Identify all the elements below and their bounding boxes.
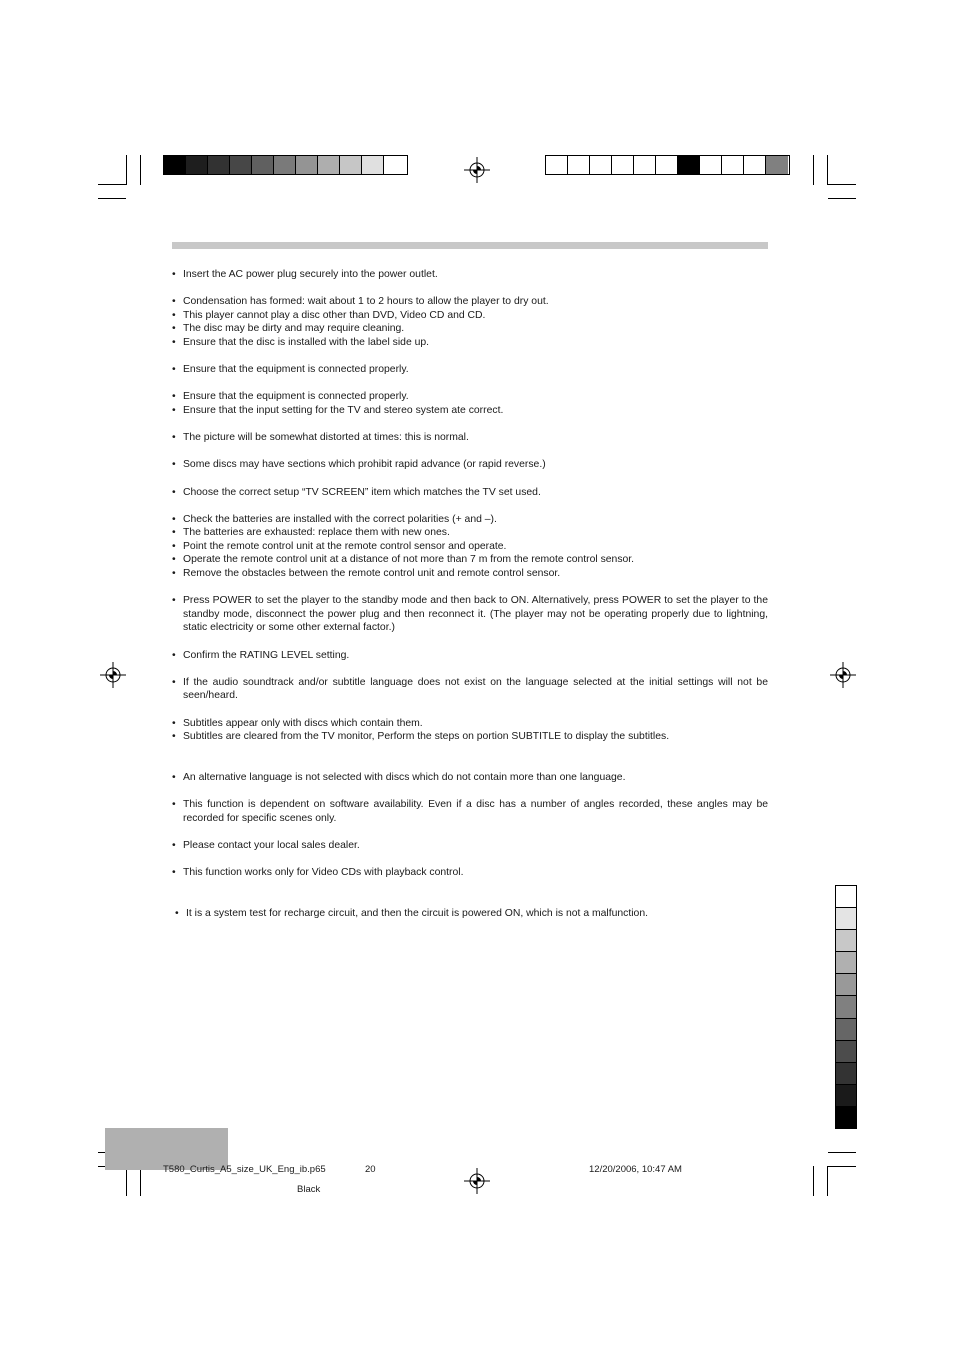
- list-item: • Subtitles are cleared from the TV monitor, Perform the steps on portion SUBTITLE to display the subtitles.: [172, 731, 670, 743]
- color-swatch: [274, 156, 296, 174]
- bullet-icon: •: [172, 391, 176, 403]
- bullet-icon: •: [172, 459, 176, 471]
- color-swatch: [318, 156, 340, 174]
- color-swatch: [836, 930, 856, 952]
- list-item: • Choose the correct setup “TV SCREEN” item which matches the TV set used.: [172, 486, 541, 498]
- list-item: • It is a system test for recharge circuit, and then the circuit is powered ON, which is not a malfunction.: [175, 907, 649, 919]
- list-item: • Check the batteries are installed with the correct polarities (+ and –).: [172, 513, 497, 525]
- bullet-icon: •: [172, 364, 176, 376]
- list-group: [172, 390, 768, 417]
- color-swatch: [722, 156, 744, 174]
- list-item: • This function is dependent on software availability. Even if a disc has a number of angles recorded, these angles may be recorded for specific scenes only.: [172, 798, 768, 824]
- color-swatch: [634, 156, 656, 174]
- list-group: [172, 431, 768, 445]
- bullet-icon: •: [172, 269, 176, 280]
- list-group: [172, 268, 768, 282]
- color-swatch: [296, 156, 318, 174]
- list-item: • Some discs may have sections which prohibit rapid advance (or rapid reverse.): [172, 459, 546, 471]
- color-swatch: [836, 1107, 856, 1128]
- list-item: • Press POWER to set the player to the standby mode and then back to ON. Alternatively, press POWER to set the player to the standby mode, disconnect the power plug and then reconnect it. (The player may not be operating properly due to lightning, static electricity or some other external factor.): [172, 595, 768, 634]
- list-item: • The batteries are exhausted: replace them with new ones.: [172, 527, 450, 539]
- bullet-icon: •: [172, 309, 176, 321]
- bullet-icon: •: [172, 717, 176, 729]
- color-swatch: [678, 156, 700, 174]
- bullet-icon: •: [172, 731, 176, 743]
- list-group: [172, 458, 768, 472]
- list-group: [172, 798, 768, 825]
- bullet-icon: •: [175, 907, 179, 919]
- color-swatch: [836, 908, 856, 930]
- color-swatch: [252, 156, 274, 174]
- grayscale-calibration-column: [835, 885, 857, 1129]
- color-swatch: [384, 156, 406, 174]
- color-swatch: [546, 156, 568, 174]
- list-item: • Ensure that the disc is installed with the label side up.: [172, 336, 430, 348]
- list-group: [172, 295, 768, 349]
- list-item: • Operate the remote control unit at a distance of not more than 7 m from the remote control sensor.: [172, 554, 635, 566]
- bullet-icon: •: [172, 554, 176, 566]
- color-swatch: [164, 156, 186, 174]
- list-group: [172, 649, 768, 663]
- list-item: • Insert the AC power plug securely into the power outlet.: [172, 269, 438, 280]
- list-item: • Condensation has formed: wait about 1 to 2 hours to allow the player to dry out.: [172, 296, 549, 308]
- list-group: [172, 363, 768, 377]
- list-item: • This player cannot play a disc other than DVD, Video CD and CD.: [172, 309, 486, 321]
- list-item: • This function works only for Video CDs with playback control.: [172, 866, 464, 878]
- color-swatch: [612, 156, 634, 174]
- list-group: [172, 771, 768, 785]
- color-swatch: [590, 156, 612, 174]
- list-group: [172, 866, 768, 880]
- list-item: • Point the remote control unit at the remote control sensor and operate.: [172, 540, 507, 552]
- color-swatch: [836, 1041, 856, 1063]
- color-swatch: [836, 1063, 856, 1085]
- bullet-icon: •: [172, 649, 176, 661]
- color-swatch: [700, 156, 722, 174]
- color-swatch: [362, 156, 384, 174]
- footer-filename: T580_Curtis_A5_size_UK_Eng_ib.p65: [163, 1164, 326, 1175]
- bullet-icon: •: [172, 676, 176, 688]
- list-group: [172, 717, 768, 744]
- list-item: • If the audio soundtrack and/or subtitle language does not exist on the language selected at the initial settings will not be seen/heard.: [172, 676, 768, 702]
- footer-plate-color: Black: [297, 1184, 321, 1195]
- bullet-icon: •: [172, 866, 176, 878]
- list-group: [172, 594, 768, 635]
- list-group: [172, 513, 768, 581]
- color-swatch: [340, 156, 362, 174]
- list-item: • An alternative language is not selected with discs which do not contain more than one language.: [172, 771, 626, 783]
- list-item: • The disc may be dirty and may require cleaning.: [172, 323, 405, 335]
- color-swatch: [836, 886, 856, 908]
- bullet-icon: •: [172, 839, 176, 851]
- color-swatch: [208, 156, 230, 174]
- color-swatch: [568, 156, 590, 174]
- color-swatch: [230, 156, 252, 174]
- bullet-icon: •: [172, 568, 176, 580]
- list-item: • Confirm the RATING LEVEL setting.: [172, 649, 350, 661]
- color-swatch: [766, 156, 788, 174]
- registration-mark-icon: [830, 662, 856, 688]
- footer-timestamp: 12/20/2006, 10:47 AM: [589, 1164, 682, 1175]
- bullet-icon: •: [172, 771, 176, 783]
- bullet-icon: •: [172, 432, 176, 444]
- registration-mark-icon: [100, 662, 126, 688]
- registration-mark-icon: [464, 1168, 490, 1194]
- list-item: • Subtitles appear only with discs which contain them.: [172, 717, 423, 729]
- bullet-icon: •: [172, 595, 176, 607]
- bullet-icon: •: [172, 513, 176, 525]
- list-item: • The picture will be somewhat distorted at times: this is normal.: [172, 432, 469, 444]
- color-swatch: [836, 996, 856, 1018]
- bullet-icon: •: [172, 336, 176, 348]
- troubleshooting-list: [172, 268, 768, 934]
- color-swatch: [836, 952, 856, 974]
- bullet-icon: •: [172, 404, 176, 416]
- color-calibration-bar-right: [545, 155, 790, 175]
- list-item: • Please contact your local sales dealer.: [172, 839, 360, 851]
- color-swatch: [744, 156, 766, 174]
- list-group: [172, 839, 768, 853]
- list-item: • Ensure that the equipment is connected properly.: [172, 364, 409, 376]
- bullet-icon: •: [172, 798, 176, 810]
- registration-mark-icon: [464, 157, 490, 183]
- bullet-icon: •: [172, 323, 176, 335]
- color-swatch: [836, 974, 856, 996]
- list-group: [172, 907, 768, 921]
- section-header-bar: [172, 242, 768, 249]
- bullet-icon: •: [172, 296, 176, 308]
- footer-page-number: 20: [365, 1164, 376, 1175]
- bullet-icon: •: [172, 486, 176, 498]
- list-group: [172, 676, 768, 703]
- list-group: [172, 486, 768, 500]
- color-calibration-bar-left: [163, 155, 408, 175]
- list-item: • Remove the obstacles between the remote control unit and remote control sensor.: [172, 568, 561, 580]
- color-swatch: [836, 1019, 856, 1041]
- bullet-icon: •: [172, 540, 176, 552]
- bullet-icon: •: [172, 527, 176, 539]
- list-item: • Ensure that the input setting for the TV and stereo system ate correct.: [172, 404, 504, 416]
- color-swatch: [656, 156, 678, 174]
- list-item: • Ensure that the equipment is connected properly.: [172, 391, 409, 403]
- color-swatch: [186, 156, 208, 174]
- color-swatch: [836, 1085, 856, 1107]
